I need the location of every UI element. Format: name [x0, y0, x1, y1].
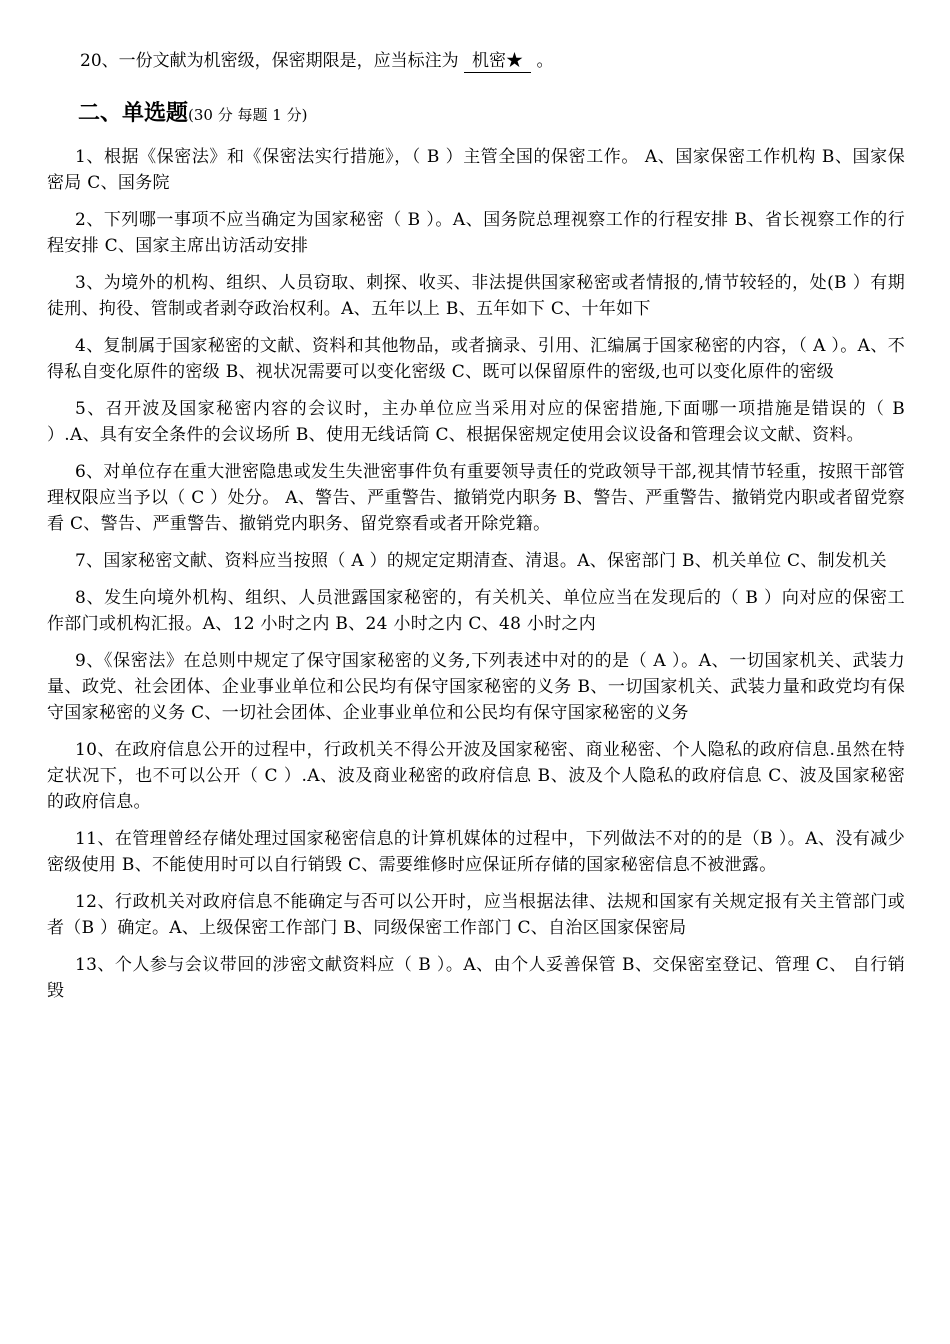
- question-20-answer: 机密★: [464, 50, 531, 73]
- question-11: 11、在管理曾经存储处理过国家秘密信息的计算机媒体的过程中，下列做法不对的的是（B ）。A、没有减少密级使用 B、不能使用时可以自行销毁 C、需要维修时应保证所存储的国家秘密信息不被泄露。: [47, 829, 905, 875]
- question-2: 2、下列哪一事项不应当确定为国家秘密（ B ）。A、国务院总理视察工作的行程安排 B、省长视察工作的行程安排 C、国家主席出访活动安排: [47, 210, 905, 256]
- question-1: 1、根据《保密法》和《保密法实行措施》，（ B ）主管全国的保密工作。 A、国家保密工作机构 B、国家保密局 C、国务院: [47, 147, 905, 193]
- question-6: 6、对单位存在重大泄密隐患或发生失泄密事件负有重要领导责任的党政领导干部,视其情节轻重，按照干部管理权限应当予以（ C ）处分。 A、警告、严重警告、撤销党内职务 B、警告、严重警告、撤销党内职或者留党察看 C、警告、严重警告、撤销党内职务、留党察看或者开除党籍。: [47, 462, 905, 534]
- question-10: 10、在政府信息公开的过程中，行政机关不得公开波及国家秘密、商业秘密、个人隐私的政府信息.虽然在特定状况下，也不可以公开（ C ）.A、波及商业秘密的政府信息 B、波及个人隐私的政府信息 C、波及国家秘密的政府信息。: [47, 740, 905, 812]
- question-7: 7、国家秘密文献、资料应当按照（ A ）的规定定期清查、清退。A、保密部门 B、机关单位 C、制发机关: [75, 551, 887, 571]
- question-20-text: 20、一份文献为机密级，保密期限是，应当标注为: [80, 51, 459, 71]
- question-13: 13、个人参与会议带回的涉密文献资料应（ B ）。A、由个人妥善保管 B、交保密室登记、管理 C、 自行销毁: [47, 955, 905, 1001]
- question-20-end: 。: [536, 51, 554, 71]
- question-12: 12、行政机关对政府信息不能确定与否可以公开时，应当根据法律、法规和国家有关规定报有关主管部门或者（B ）确定。A、上级保密工作部门 B、同级保密工作部门 C、自治区国家保密局: [47, 892, 905, 938]
- question-8: 8、发生向境外机构、组织、人员泄露国家秘密的，有关机关、单位应当在发现后的（ B ）向对应的保密工作部门或机构汇报。A、12 小时之内 B、24 小时之内 C、48 小时之内: [47, 588, 905, 634]
- question-9: 9、《保密法》在总则中规定了保守国家秘密的义务,下列表述中对的的是（ A ）。A、一切国家机关、武装力量、政党、社会团体、企业事业单位和公民均有保守国家秘密的义务 B、一切国家机关、武装力量和政党均有保守国家秘密的义务 C、一切社会团体、企业事业单位和公民均有保守国家秘密的义务: [47, 651, 905, 723]
- section-score-note: (30 分 每题 1 分): [188, 106, 308, 124]
- question-20: [80, 48, 553, 74]
- question-4: 4、复制属于国家秘密的文献、资料和其他物品，或者摘录、引用、汇编属于国家秘密的内容，（ A ）。A、不得私自变化原件的密级 B、视状况需要可以变化密级 C、既可以保留原件的密级,也可以变化原件的密级: [47, 336, 905, 382]
- section-title: 二、单选题: [78, 101, 189, 126]
- question-list: [47, 144, 905, 1015]
- section-heading: [78, 96, 307, 127]
- question-3: 3、为境外的机构、组织、人员窃取、刺探、收买、非法提供国家秘密或者情报的,情节较轻的，处(B ）有期徒刑、拘役、管制或者剥夺政治权利。A、五年以上 B、五年如下 C、十年如下: [47, 273, 905, 319]
- question-5: 5、召开波及国家秘密内容的会议时，主办单位应当采用对应的保密措施,下面哪一项措施是错误的（ B ）.A、具有安全条件的会议场所 B、使用无线话筒 C、根据保密规定使用会议设备和管理会议文献、资料。: [47, 399, 905, 445]
